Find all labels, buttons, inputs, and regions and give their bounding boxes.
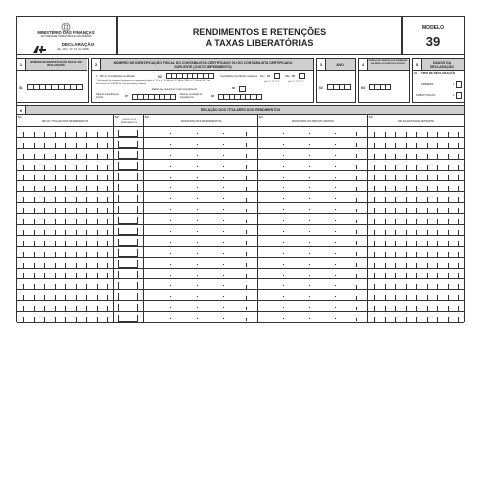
at-logo <box>31 41 47 50</box>
titulares-rows <box>17 127 464 323</box>
section-1-title: NÚMERO DE IDENTIFICAÇÃO FISCAL DO DECLARANTE <box>30 61 82 68</box>
issuer-nif-input[interactable] <box>368 138 464 149</box>
issuer-nif-input[interactable] <box>368 258 464 269</box>
titular-nif-input[interactable] <box>17 279 113 290</box>
substitution-number: 2 <box>453 94 455 97</box>
income-code-input[interactable] <box>118 249 138 257</box>
issuer-nif-input[interactable] <box>368 181 464 192</box>
income-code-input[interactable] <box>118 228 138 236</box>
section-4 <box>358 58 410 103</box>
section-6 <box>17 105 464 322</box>
section-3-title: ANO <box>336 63 344 67</box>
field-05-label: 05 <box>292 75 295 78</box>
income-code-input[interactable] <box>118 162 138 170</box>
coat-of-arms-icon <box>61 19 71 29</box>
model-label: MODELO <box>422 25 444 31</box>
section-6-number: 6 <box>17 106 26 114</box>
tax-withheld-input[interactable] <box>259 171 367 182</box>
income-code-input[interactable] <box>118 184 138 192</box>
income-code-input[interactable] <box>118 217 138 225</box>
income-amount-input[interactable] <box>145 312 257 323</box>
table-row <box>17 149 464 160</box>
cc-suplente-label: Contabilista Certificado suplente <box>220 75 258 78</box>
no-note: (ao 7.º, 17.º 7.º) <box>288 81 304 83</box>
table-row <box>17 138 464 149</box>
titular-nif-input[interactable] <box>17 269 113 280</box>
tax-withheld-input[interactable] <box>259 127 367 138</box>
income-code-input[interactable] <box>118 260 138 268</box>
field-02-label: 02 <box>158 75 162 79</box>
yes-checkbox[interactable] <box>274 73 280 79</box>
titular-nif-input[interactable] <box>17 236 113 247</box>
field-07-label: 07 <box>125 95 128 98</box>
issuer-nif-input[interactable] <box>368 247 464 258</box>
section-5-title: DADOS DA DECLARAÇÃO <box>429 61 455 69</box>
table-row <box>17 225 464 236</box>
issuer-nif-input[interactable] <box>368 290 464 301</box>
section-5-number: 5 <box>413 59 422 70</box>
declaration-type-number: 01 <box>414 72 417 75</box>
titular-nif-input[interactable] <box>17 127 113 138</box>
col-6-1-label: NIF DO TITULAR DOS RENDIMENTOS <box>41 120 89 123</box>
yes-note: (ao 7.º, 17.º 5.º) <box>264 81 280 83</box>
section-3 <box>316 58 356 103</box>
income-amount-input[interactable] <box>145 203 257 214</box>
table-row <box>17 269 464 280</box>
tax-withheld-input[interactable] <box>259 279 367 290</box>
income-amount-input[interactable] <box>145 258 257 269</box>
titular-nif-input[interactable] <box>17 301 113 312</box>
table-row <box>17 279 464 290</box>
titular-nif-input[interactable] <box>17 258 113 269</box>
substitution-checkbox[interactable] <box>456 92 462 99</box>
issuer-nif-input[interactable] <box>368 171 464 182</box>
field-06-label: 06 <box>232 87 235 90</box>
decree-reference: (Art. 119.º, N.º 12, do CIRS) <box>57 48 90 51</box>
end-date-label: Data de cessação do impedimento <box>180 93 203 99</box>
declaration-type-title: TIPO DE DECLARAÇÃO <box>421 71 456 75</box>
income-code-input[interactable] <box>118 151 138 159</box>
reason-input[interactable] <box>239 86 246 92</box>
income-code-input[interactable] <box>118 195 138 203</box>
tax-withheld-input[interactable] <box>259 149 367 160</box>
income-amount-input[interactable] <box>145 149 257 160</box>
titular-nif-input[interactable] <box>17 290 113 301</box>
income-amount-input[interactable] <box>145 138 257 149</box>
section-1-number: 1 <box>17 59 26 70</box>
no-checkbox[interactable] <box>299 73 305 79</box>
col-6-5-id: 6.5 <box>369 116 373 119</box>
field-08-label: 08 <box>211 95 214 98</box>
tax-withheld-input[interactable] <box>259 301 367 312</box>
tax-withheld-input[interactable] <box>259 214 367 225</box>
model-number: 39 <box>425 34 441 49</box>
income-code-input[interactable] <box>118 304 138 312</box>
declaration-form <box>16 16 465 322</box>
no-label: Não <box>285 75 290 78</box>
income-amount-input[interactable] <box>145 171 257 182</box>
tax-withheld-input[interactable] <box>259 192 367 203</box>
income-code-input[interactable] <box>118 141 138 149</box>
titular-nif-input[interactable] <box>17 181 113 192</box>
tax-withheld-input[interactable] <box>259 312 367 323</box>
section-4-header <box>359 59 409 71</box>
title-block <box>117 17 402 55</box>
issuer-nif-input[interactable] <box>368 127 464 138</box>
substitution-label: SUBSTITUIÇÃO <box>416 94 436 97</box>
col-6-5-label: NIF DA ENTIDADE EMITENTE <box>397 120 435 123</box>
tax-withheld-input[interactable] <box>259 181 367 192</box>
income-amount-input[interactable] <box>145 247 257 258</box>
tax-withheld-input[interactable] <box>259 160 367 171</box>
income-code-input[interactable] <box>118 206 138 214</box>
col-6-3-id: 6.3 <box>145 116 149 119</box>
table-row <box>17 301 464 312</box>
section-1-header <box>17 59 87 71</box>
column-header-row <box>17 115 464 127</box>
income-amount-input[interactable] <box>145 160 257 171</box>
table-row <box>17 214 464 225</box>
income-code-input[interactable] <box>118 282 138 290</box>
declaration-label: DECLARAÇÃO <box>61 42 95 47</box>
table-row <box>17 290 464 301</box>
tax-withheld-input[interactable] <box>259 258 367 269</box>
income-amount-input[interactable] <box>145 279 257 290</box>
titular-nif-input[interactable] <box>17 203 113 214</box>
table-row <box>17 203 464 214</box>
table-row <box>17 171 464 182</box>
issuer-nif-input[interactable] <box>368 203 464 214</box>
table-row <box>17 192 464 203</box>
tax-withheld-input[interactable] <box>259 138 367 149</box>
reason-label: Razão que determina o justo impedimento <box>152 88 197 91</box>
titular-nif-input[interactable] <box>17 225 113 236</box>
issuer-nif-input[interactable] <box>368 214 464 225</box>
titular-nif-input[interactable] <box>17 312 113 323</box>
titular-nif-input[interactable] <box>17 138 113 149</box>
table-row <box>17 236 464 247</box>
section-2-title: NÚMERO DE IDENTIFICAÇÃO FISCAL DO CONTABILISTA CERTIFICADO OU DO CONTABILISTA CERTIFICADO SUPLENTE (JUSTO IMPEDIMENTO) <box>113 61 293 69</box>
section-5 <box>412 58 464 103</box>
tax-withheld-input[interactable] <box>259 290 367 301</box>
ministry-name: MINISTÉRIO DAS FINANÇAS <box>37 30 95 35</box>
start-date-input[interactable] <box>132 94 176 100</box>
table-row <box>17 127 464 138</box>
cc-nif-input[interactable] <box>166 73 214 79</box>
title-line-2: A TAXAS LIBERATÓRIAS <box>205 38 314 48</box>
income-amount-input[interactable] <box>145 301 257 312</box>
model-block <box>402 17 464 55</box>
table-row <box>17 258 464 269</box>
income-amount-input[interactable] <box>145 214 257 225</box>
titular-nif-input[interactable] <box>17 160 113 171</box>
tax-withheld-input[interactable] <box>259 203 367 214</box>
section-5-header <box>413 59 464 71</box>
issuer-nif-input[interactable] <box>368 312 464 323</box>
tax-withheld-input[interactable] <box>259 225 367 236</box>
year-input[interactable] <box>327 84 351 90</box>
titular-nif-input[interactable] <box>17 171 113 182</box>
table-row <box>17 181 464 192</box>
section-2-header <box>92 59 313 71</box>
income-code-input[interactable] <box>118 173 138 181</box>
end-date-input[interactable] <box>218 94 262 100</box>
tax-withheld-input[interactable] <box>259 269 367 280</box>
income-amount-input[interactable] <box>145 290 257 301</box>
titular-nif-input[interactable] <box>17 214 113 225</box>
income-code-input[interactable] <box>118 315 138 323</box>
issuer-nif-input[interactable] <box>368 279 464 290</box>
section-2-number: 2 <box>92 59 101 70</box>
titular-nif-input[interactable] <box>17 192 113 203</box>
col-6-4-label: MONTANTE DO IMPOSTO RETIDO <box>291 120 335 123</box>
income-amount-input[interactable] <box>145 236 257 247</box>
section-4-title: CÓDIGO DO SERVIÇO DE FINANÇAS DA SEDE OU DOMICÍLIO FISCAL <box>368 60 408 65</box>
income-amount-input[interactable] <box>145 181 257 192</box>
field-04-label: 04 <box>267 75 270 78</box>
issuer-nif-input[interactable] <box>368 149 464 160</box>
field-01-label: 01 <box>19 86 23 90</box>
table-row <box>17 247 464 258</box>
impediment-note: * Declaração (a entregar) entregue em cumprimento (pelo n.º 12 e n.º 13 do art. 12.º-A do CIRS e n.º 4 do art. 31.º do Decreto-Lei n.º 452/88, de 7 de dezembro), indique: <box>96 80 210 85</box>
declarant-nif-input[interactable] <box>27 84 83 90</box>
yes-label: Sim <box>260 75 265 78</box>
first-number: 1 <box>453 83 455 86</box>
section-4-number: 4 <box>359 59 368 70</box>
income-code-input[interactable] <box>118 130 138 138</box>
tax-withheld-input[interactable] <box>259 236 367 247</box>
titular-nif-input[interactable] <box>17 149 113 160</box>
tax-office-input[interactable] <box>369 84 391 90</box>
issuer-nif-input[interactable] <box>368 269 464 280</box>
authority-name: AUTORIDADE TRIBUTÁRIA E ADUANEIRA <box>40 35 92 38</box>
issuer-nif-input[interactable] <box>368 192 464 203</box>
field-02b-label: 02 <box>319 86 323 90</box>
col-6-2-label: CÓDIGO DOS RENDIMENTOS <box>120 119 138 124</box>
first-label: PRIMEIRA <box>421 83 434 86</box>
income-code-input[interactable] <box>118 293 138 301</box>
income-amount-input[interactable] <box>145 225 257 236</box>
table-row <box>17 160 464 171</box>
field-04b-label: 04 <box>361 86 365 90</box>
income-code-input[interactable] <box>118 271 138 279</box>
section-6-title: RELAÇÃO DOS TITULARES DOS RENDIMENTOS <box>200 108 281 112</box>
titular-nif-input[interactable] <box>17 247 113 258</box>
section-2 <box>91 58 314 103</box>
issuer-nif-input[interactable] <box>368 225 464 236</box>
start-date-label: Data do impedimento (início) <box>96 93 119 99</box>
income-amount-input[interactable] <box>145 127 257 138</box>
issuer-nif-input[interactable] <box>368 236 464 247</box>
col-6-3-label: MONTANTE DOS RENDIMENTOS <box>180 120 222 123</box>
section-6-header <box>17 106 464 115</box>
table-row <box>17 312 464 323</box>
income-amount-input[interactable] <box>145 269 257 280</box>
title-line-1: RENDIMENTOS E RETENÇÕES <box>192 27 327 37</box>
income-code-input[interactable] <box>118 239 138 247</box>
section-1 <box>17 58 89 103</box>
issuer-nif-input[interactable] <box>368 160 464 171</box>
tax-withheld-input[interactable] <box>259 247 367 258</box>
col-6-4-id: 6.4 <box>259 116 263 119</box>
ministry-block <box>17 17 117 55</box>
section-3-header <box>317 59 355 71</box>
col-6-1-id: 6.1 <box>18 116 22 119</box>
income-amount-input[interactable] <box>145 192 257 203</box>
cc-nif-label: 1 · NIF do Contabilista Certificado <box>96 75 135 78</box>
first-checkbox[interactable] <box>456 81 462 88</box>
section-3-number: 3 <box>317 59 326 70</box>
col-6-2-id: 6.2 <box>115 116 119 119</box>
issuer-nif-input[interactable] <box>368 301 464 312</box>
